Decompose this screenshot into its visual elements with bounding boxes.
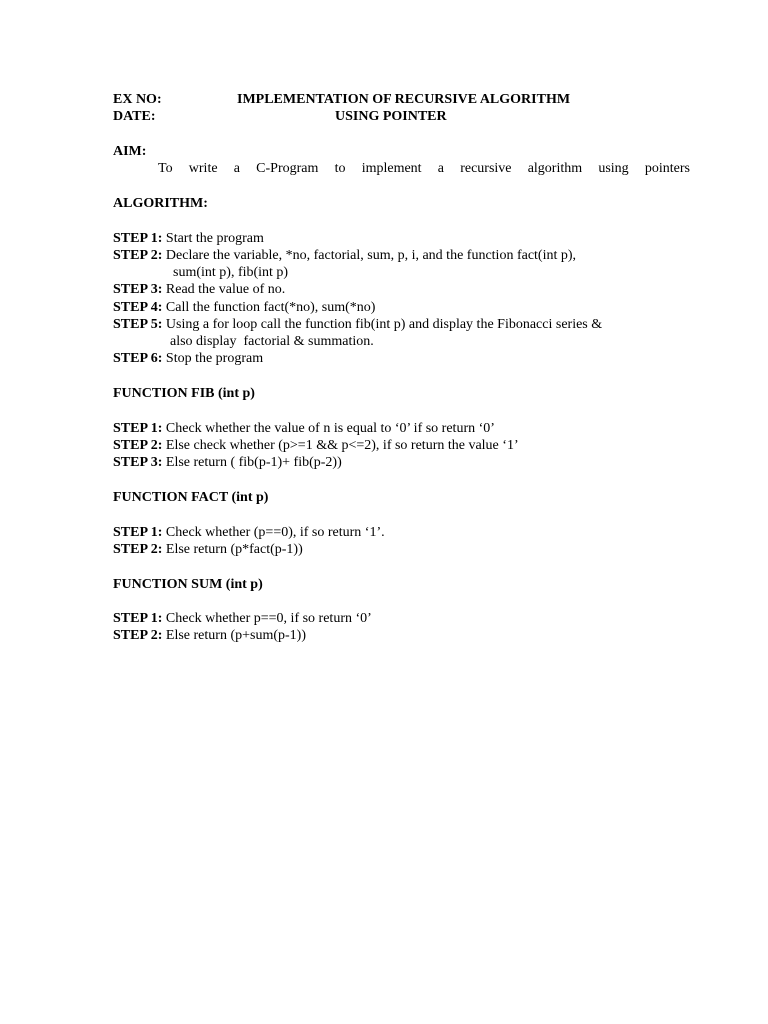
algorithm-step-3: STEP 3: Read the value of no. [113,282,286,297]
fact-step-2: STEP 2: Else return (p*fact(p-1)) [113,542,303,557]
algorithm-step-2-continued: sum(int p), fib(int p) [173,265,289,280]
algorithm-step-5: STEP 5: Using a for loop call the function fib(int p) and display the Fibonacci series & [113,317,603,332]
sum-step-1: STEP 1: Check whether p==0, if so return ‘0’ [113,611,372,626]
ex-no-label: EX NO: [113,92,162,107]
aim-text: To write a C-Program to implement a recursive algorithm using pointers [158,161,690,176]
function-fib-heading: FUNCTION FIB (int p) [113,386,255,401]
sum-step-2: STEP 2: Else return (p+sum(p-1)) [113,628,306,643]
fib-step-3: STEP 3: Else return ( fib(p-1)+ fib(p-2)) [113,455,342,470]
algorithm-step-6: STEP 6: Stop the program [113,351,264,366]
algorithm-step-4: STEP 4: Call the function fact(*no), sum(*no) [113,300,376,315]
algorithm-step-5-continued: also display factorial & summation. [170,334,374,349]
fib-step-2: STEP 2: Else check whether (p>=1 && p<=2), if so return the value ‘1’ [113,438,519,453]
algorithm-step-1: STEP 1: Start the program [113,231,264,246]
date-label: DATE: [113,109,156,124]
algorithm-step-2: STEP 2: Declare the variable, *no, factorial, sum, p, i, and the function fact(int p), [113,248,577,263]
function-fact-heading: FUNCTION FACT (int p) [113,490,269,505]
fib-step-1: STEP 1: Check whether the value of n is equal to ‘0’ if so return ‘0’ [113,421,495,436]
aim-heading: AIM: [113,144,147,159]
fact-step-1: STEP 1: Check whether (p==0), if so return ‘1’. [113,525,385,540]
title-line-1: IMPLEMENTATION OF RECURSIVE ALGORITHM [237,92,571,107]
algorithm-heading: ALGORITHM: [113,196,208,211]
title-line-2: USING POINTER [335,109,447,124]
function-sum-heading: FUNCTION SUM (int p) [113,577,263,592]
